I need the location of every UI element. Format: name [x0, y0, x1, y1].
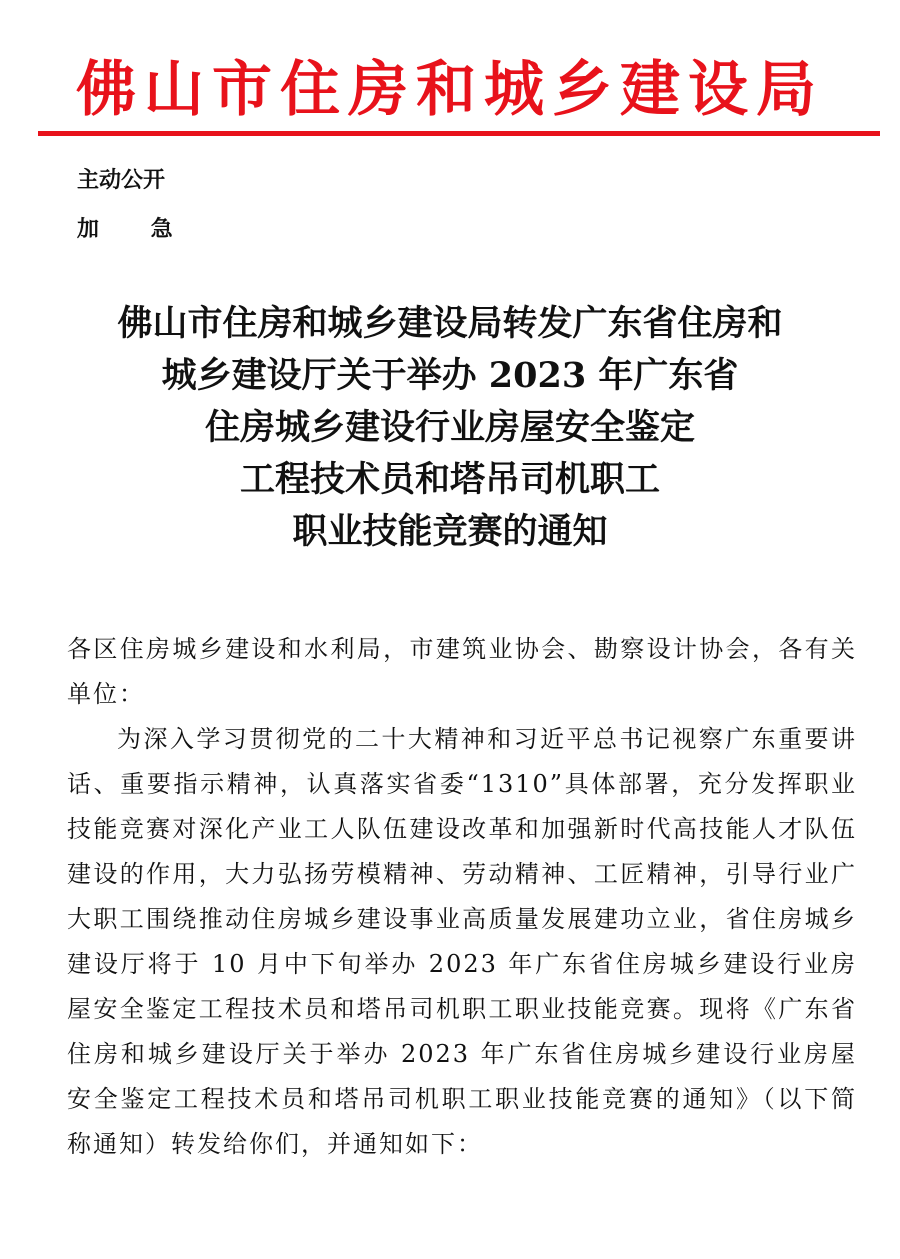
title-line: 佛山市住房和城乡建设局转发广东省住房和 [117, 303, 783, 344]
masthead-org-name: 佛山市住房和城乡建设局 [76, 55, 824, 125]
urgency-label: 加 急 [77, 217, 195, 242]
title-line: 住房城乡建设行业房屋安全鉴定 [204, 407, 695, 448]
masthead-red-rule [38, 131, 880, 136]
disclosure-label: 主动公开 [77, 168, 166, 193]
title-line: 工程技术员和塔吊司机职工 [239, 459, 660, 500]
title-line: 城乡建设厅关于举办 2023 年广东省 [161, 355, 739, 396]
document-title [40, 298, 860, 558]
title-line: 职业技能竞赛的通知 [292, 511, 608, 552]
body-paragraph: 为深入学习贯彻党的二十大精神和习近平总书记视察广东重要讲话、重要指示精神，认真落实省委“1310”具体部署，充分发挥职业技能竞赛对深化产业工人队伍建设改革和加强新时代高技能人才队伍建设的作用，大力弘扬劳模精神、劳动精神、工匠精神，引导行业广大职工围绕推动住房城乡建设事业高质量发展建功立业，省住房城乡建设厅将于 10 月中下旬举办 2023 年广东省住房城乡建设行业房屋安全鉴定工程技术员和塔吊司机职工职业技能竞赛。现将《广东省住房和城乡建设厅关于举办 2023 年广东省住房城乡建设行业房屋安全鉴定工程技术员和塔吊司机职工职业技能竞赛的通知》（以下简称通知）转发给你们，并通知如下： [67, 725, 857, 1158]
document-body [67, 627, 857, 1167]
salutation: 各区住房城乡建设和水利局，市建筑业协会、勘察设计协会，各有关单位： [67, 635, 857, 708]
